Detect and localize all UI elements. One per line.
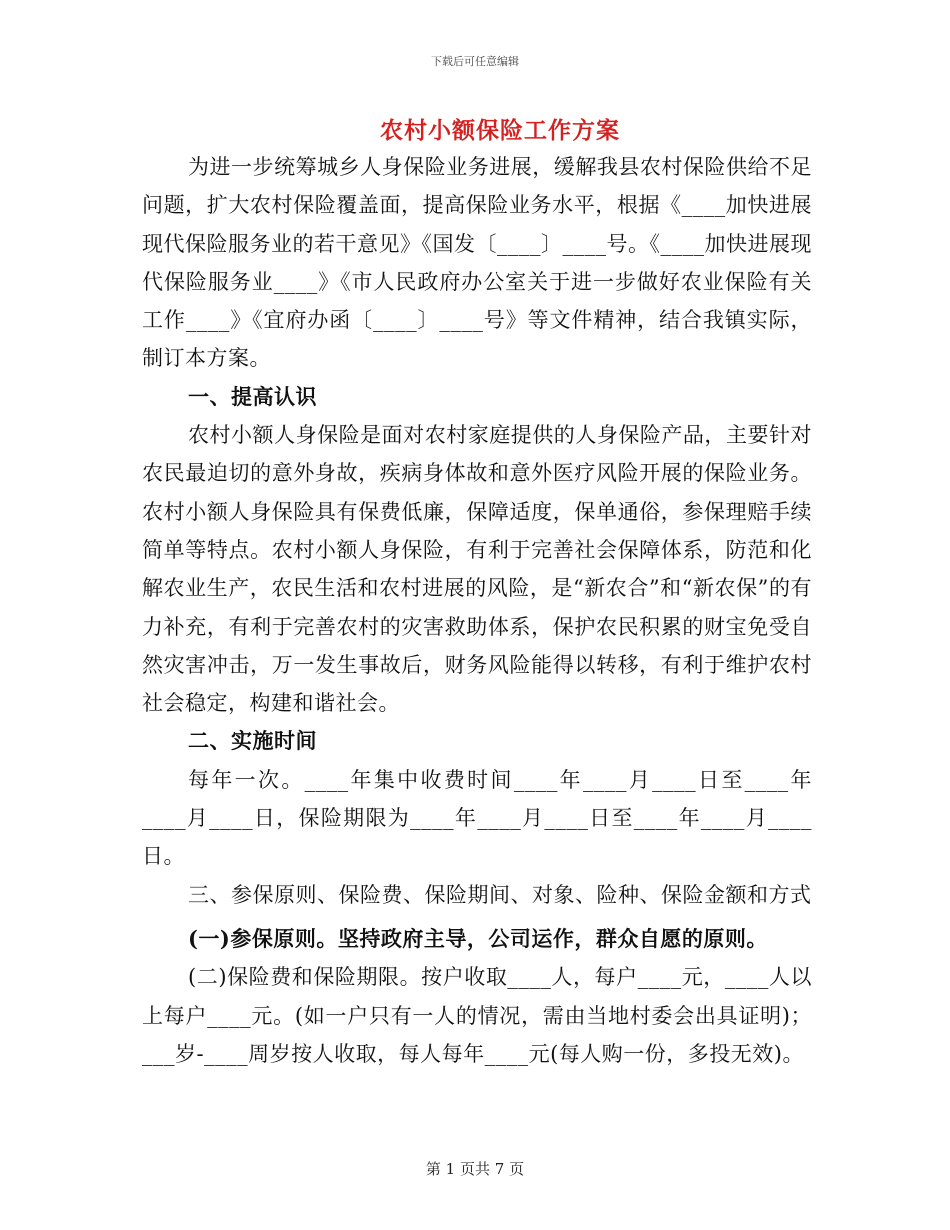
section-heading-3: 三、参保原则、保险费、保险期间、对象、险种、保险金额和方式: [188, 882, 812, 907]
section-1-paragraph: 农村小额人身保险是面对农村家庭提供的人身保险产品，主要针对农民最迫切的意外身故，疾病身体故和意外医疗风险开展的保险业务。农村小额人身保险具有保费低廉，保障适度，保单通俗，参保理赔手续简单等特点。农村小额人身保险，有利于完善社会保障体系，防范和化解农业生产，农民生活和农村进展的风险，是“新农合”和“新农保”的有力补充，有利于完善农村的灾害救助体系，保护农民积累的财宝免受自然灾害冲击，万一发生事故后，财务风险能得以转移，有利于维护农村社会稳定，构建和谐社会。: [142, 423, 812, 716]
section-heading-1: 一、提高认识: [188, 383, 317, 409]
document-title: 农村小额保险工作方案: [380, 117, 620, 144]
subsection-1-paragraph: (一)参保原则。坚持政府主导，公司运作，群众自愿的原则。: [188, 925, 768, 951]
page-number: 第 1 页共 7 页: [425, 1160, 525, 1178]
header-note: 下载后可任意编辑: [431, 55, 519, 68]
section-2-paragraph: 每年一次。____年集中收费时间____年____月____日至____年____月____日，保险期限为____年____月____日至____年____月____日。: [142, 767, 812, 869]
subsection-2-paragraph: (二)保险费和保险期限。按户收取____人，每户____元，____人以上每户____元。(如一户只有一人的情况，需由当地村委会出具证明)；___岁-____周岁按人收取，每人每年____元(每人购一份，多投无效)。: [142, 965, 812, 1066]
document-body: [142, 148, 812, 1073]
section-heading-2: 二、实施时间: [188, 728, 317, 754]
intro-paragraph: 为进一步统筹城乡人身保险业务进展，缓解我县农村保险供给不足问题，扩大农村保险覆盖面，提高保险业务水平，根据《____加快进展现代保险服务业的若干意见》《国发〔____〕____号。《____加快进展现代保险服务业____》《市人民政府办公室关于进一步做好农业保险有关工作____》《宜府办函〔____〕____号》等文件精神，结合我镇实际，制订本方案。: [142, 155, 812, 371]
